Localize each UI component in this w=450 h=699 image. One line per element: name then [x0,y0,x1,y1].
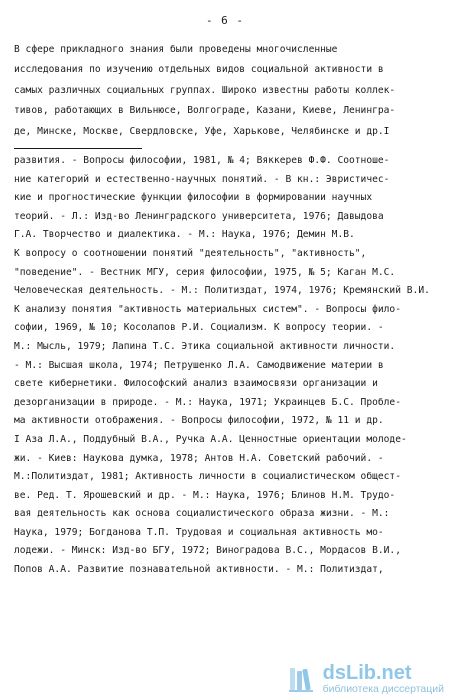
body-text-line: самых различных социальных группах. Широко известны работы коллек- [14,84,396,96]
footnote-line: дезорганизации в природе. - М.: Наука, 1971; Украинцев Б.С. Пробле- [14,396,401,408]
footnote-line: Попов А.А. Развитие познавательной активности. - М.: Политиздат, [14,564,384,576]
body-text-line: тивов, работающих в Вильнюсе, Волгограде, Казани, Киеве, Ленингра- [14,105,396,117]
footnote-line: развития. - Вопросы философии, 1981, № 4; Вяккерев Ф.Ф. Соотноше- [14,155,390,166]
footnote-line: М.:Политиздат, 1981; Активность личности в социалистическом общест- [14,471,401,483]
footnote-separator [14,148,142,149]
footnote-line: вая деятельность как основа социалистического образа жизни. - М.: [14,508,390,520]
footnote-line: ма активности отображения. - Вопросы философии, 1972, № 11 и др. [14,415,384,427]
footnote-line: жи. - Киев: Наукова думка, 1978; Антов Н.А. Советский рабочий. - [14,452,384,464]
footnote-line: К вопросу о соотношении понятий "деятельность", "активность", [14,247,367,259]
body-text-line: де, Минске, Москве, Свердловске, Уфе, Харькове, Челябинске и др.I [14,125,390,137]
footnote-line: К анализу понятия "активность материальных систем". - Вопросы фило- [14,303,401,315]
page-number: - 6 - [205,14,245,27]
footnote-line: "поведение". - Вестник МГУ, серия философии, 1975, № 5; Каган М.С. [14,266,396,278]
footnote-line: теорий. - Л.: Изд-во Ленинградского университета, 1976; Давыдова [14,210,384,222]
footnote-line: М.: Мысль, 1979; Лапина Т.С. Этика социальной активности личности. [14,340,396,352]
footnote-line: лодежи. - Минск: Изд-во БГУ, 1972; Виноградова В.С., Мордасов В.И., [14,545,401,557]
footnote-line: софии, 1969, № 10; Косолапов Р.И. Социализм. К вопросу теории. - [14,322,384,334]
footnotes [14,152,438,580]
footnote-line: ние категорий и естественно-научных понятий. - В кн.: Эвристичес- [14,173,390,185]
main-paragraph [14,40,438,142]
footnote-line: свете кибернетики. Философский анализ взаимосвязи организации и [14,378,378,390]
watermark-subtitle: библиотека диссертаций [322,683,444,695]
footnote-line: Г.А. Творчество и диалектика. - М.: Наука, 1976; Демин М.В. [14,229,355,241]
footnote-line: Наука, 1979; Богданова Т.П. Трудовая и социальная активность мо- [14,526,384,538]
body-text-line: исследования по изучению отдельных видов социальной активности в [14,64,384,76]
watermark-brand: dsLib.net [322,662,412,684]
footnote-line: ве. Ред. Т. Ярошевский и др. - М.: Наука, 1976; Блинов Н.М. Трудо- [14,489,396,501]
footnote-line: - М.: Высшая школа, 1974; Петрушенко Л.А. Самодвижение материи в [14,359,384,371]
body-text-line: В сфере прикладного знания были проведены многочисленные [14,44,338,55]
dslib-logo-icon [287,664,317,694]
footnote-line: Человеческая деятельность. - М.: Политиздат, 1974, 1976; Кремянский В.И. [14,285,430,297]
footnote-line: I Аза Л.А., Поддубный В.А., Ручка А.А. Ценностные ориентации молоде- [14,433,407,445]
watermark[interactable] [287,663,444,695]
footnote-line: кие и прогностические функции философии в формировании научных [14,192,373,204]
